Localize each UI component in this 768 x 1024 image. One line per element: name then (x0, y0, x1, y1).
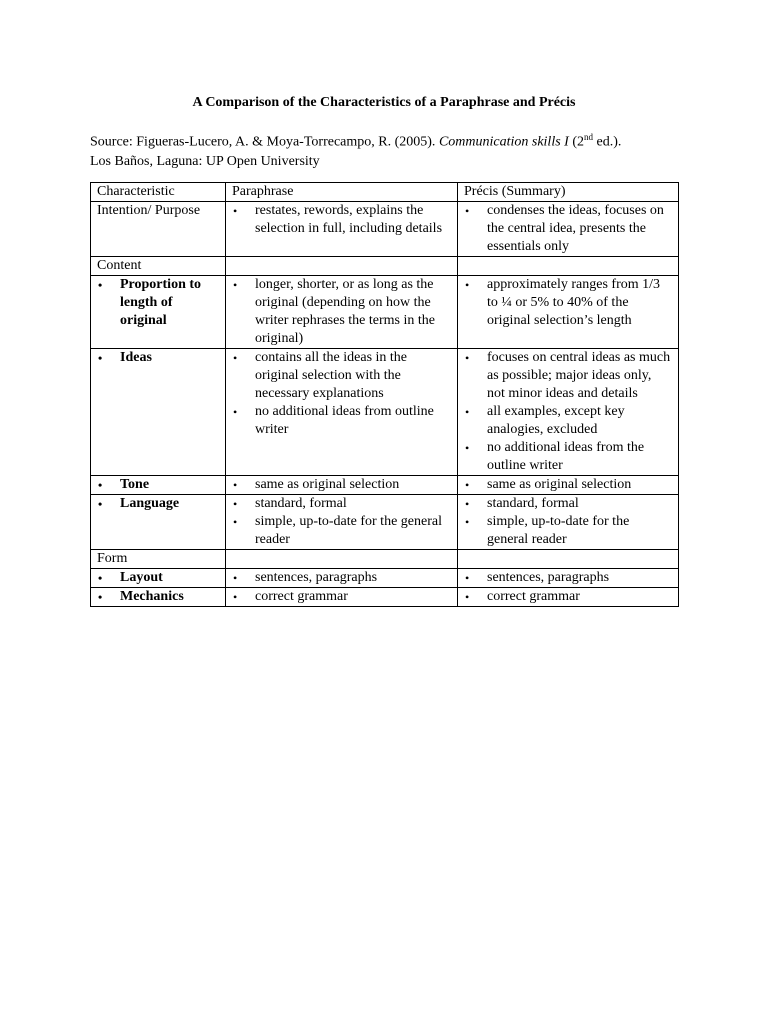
list-item: • same as original selection (232, 476, 451, 494)
row-label-cell (91, 588, 226, 607)
list-item: • no additional ideas from the outline writer (464, 439, 672, 475)
source-citation (90, 128, 690, 171)
paraphrase-cell (226, 588, 458, 607)
list-item: • sentences, paragraphs (232, 569, 451, 587)
precis-cell (458, 276, 679, 349)
precis-cell (458, 569, 679, 588)
row-label-cell (91, 569, 226, 588)
row-label-cell (91, 495, 226, 550)
section-row-content (91, 257, 679, 276)
precis-cell (458, 202, 679, 257)
row-label-cell (91, 349, 226, 476)
page-title: A Comparison of the Characteristics of a Paraphrase and Précis (192, 95, 576, 110)
list-item: • longer, shorter, or as long as the original (depending on how the writer rephrases the terms in the original) (232, 276, 451, 348)
list-item: • correct grammar (464, 588, 672, 606)
list-item: • standard, formal (464, 495, 672, 513)
source-edition-sup: nd (584, 132, 593, 142)
list-item: • all examples, except key analogies, excluded (464, 403, 672, 439)
precis-cell (458, 349, 679, 476)
table-row-layout (91, 569, 679, 588)
source-edition-close: ed.). (593, 134, 622, 150)
paraphrase-cell (226, 349, 458, 476)
source-edition-open: (2 (568, 134, 584, 150)
row-label: • Language (97, 495, 219, 513)
list-item: • same as original selection (464, 476, 672, 494)
row-label: • Tone (97, 476, 219, 494)
list-item: • focuses on central ideas as much as possible; major ideas only, not minor ideas and details (464, 349, 672, 403)
source-place: Los Baños, Laguna: UP Open University (90, 153, 320, 169)
source-prefix: Source: Figueras-Lucero, A. & Moya-Torrecampo, R. (2005). (90, 134, 439, 150)
empty-cell (458, 550, 679, 569)
row-label: • Ideas (97, 349, 219, 367)
empty-cell (226, 550, 458, 569)
paraphrase-cell (226, 569, 458, 588)
empty-cell (458, 257, 679, 276)
table-row-ideas (91, 349, 679, 476)
list-item: • restates, rewords, explains the selection in full, including details (232, 202, 451, 238)
section-label: Content (91, 257, 226, 276)
list-item: • approximately ranges from 1/3 to ¼ or 5% to 40% of the original selection’s length (464, 276, 672, 330)
table-row-mechanics (91, 588, 679, 607)
table-row-tone (91, 476, 679, 495)
list-item: • no additional ideas from outline writer (232, 403, 451, 439)
precis-cell (458, 588, 679, 607)
section-row-form (91, 550, 679, 569)
list-item: • standard, formal (232, 495, 451, 513)
row-label: Intention/ Purpose (91, 202, 226, 257)
row-label-cell (91, 476, 226, 495)
row-label-cell (91, 276, 226, 349)
paraphrase-cell (226, 495, 458, 550)
header-paraphrase: Paraphrase (226, 183, 458, 202)
list-item: • condenses the ideas, focuses on the central idea, presents the essentials only (464, 202, 672, 256)
comparison-table (90, 182, 679, 607)
precis-cell (458, 476, 679, 495)
list-item: • simple, up-to-date for the general reader (232, 513, 451, 549)
paraphrase-cell (226, 276, 458, 349)
source-book-title: Communication skills I (438, 134, 569, 150)
row-label: • Mechanics (97, 588, 219, 606)
paraphrase-cell (226, 202, 458, 257)
list-item: • correct grammar (232, 588, 451, 606)
empty-cell (226, 257, 458, 276)
list-item: • sentences, paragraphs (464, 569, 672, 587)
section-label: Form (91, 550, 226, 569)
precis-cell (458, 495, 679, 550)
paraphrase-cell (226, 476, 458, 495)
list-item: • simple, up-to-date for the general reader (464, 513, 672, 549)
header-characteristic: Characteristic (91, 183, 226, 202)
header-precis: Précis (Summary) (458, 183, 679, 202)
row-label: • Layout (97, 569, 219, 587)
table-header-row (91, 183, 679, 202)
table-row-proportion (91, 276, 679, 349)
table-row-language (91, 495, 679, 550)
row-label: • Proportion to length of original (97, 276, 219, 330)
table-row-intention (91, 202, 679, 257)
list-item: • contains all the ideas in the original selection with the necessary explanations (232, 349, 451, 403)
